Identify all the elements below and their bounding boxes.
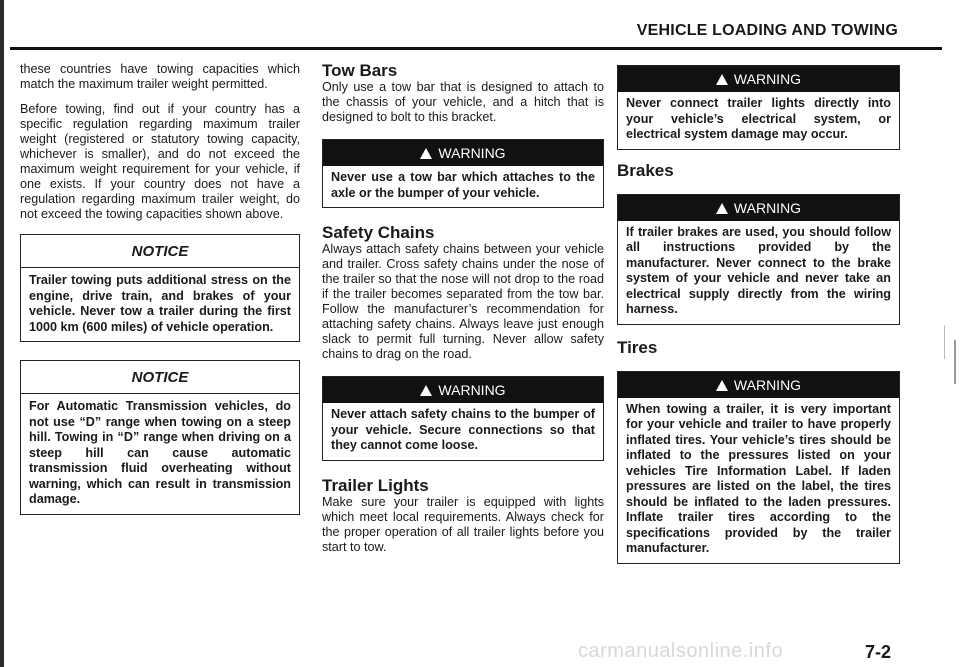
notice-title: NOTICE — [21, 235, 299, 268]
warning-text: If trailer brakes are used, you should follow all instructions provided by the manufacturer. Never connect to the brake system of your vehicle and never take an electrical supply directly from the wiring harness. — [626, 224, 891, 316]
warning-header — [323, 140, 603, 166]
warning-box — [617, 65, 900, 150]
notice-box — [20, 234, 300, 342]
paragraph: Before towing, find out if your country has a specific regulation regarding maximum trailer weight (registered or statutory towing capacity, whichever is smaller), and do not exceed the maximum weight requirement for your vehicle, if one exists. If your country does not have a regulation regarding maximum trailer weight, do not exceed the towing capacities shown above. — [20, 102, 300, 221]
notice-title: NOTICE — [21, 361, 299, 394]
heading-tires: Tires — [617, 337, 658, 357]
warning-box — [322, 376, 604, 461]
paragraph: Only use a tow bar that is designed to attach to the chassis of your vehicle, and a hitch that is designed to bolt to this bracket. — [322, 80, 604, 124]
column-left — [20, 62, 300, 533]
warning-label: WARNING — [438, 382, 506, 398]
warning-triangle-icon — [716, 380, 728, 391]
warning-text: When towing a trailer, it is very important for your vehicle and trailer to have properly inflated tires. Your vehicle’s tires should be inflated to the pressures listed on your vehicles Tire Information Label. If laden pressures are listed on the label, the tires should be inflated to the laden pressures. Inflate trailer tires according to the specifications provided by the trailer manufacturer. — [626, 401, 891, 555]
paragraph: Make sure your trailer is equipped with lights which meet local requirements. Always check for the proper operation of all trailer lights before you start to tow. — [322, 494, 604, 554]
warning-text: Never attach safety chains to the bumper of your vehicle. Secure connections so that they cannot come loose. — [331, 407, 595, 452]
warning-triangle-icon — [716, 203, 728, 214]
warning-header — [323, 377, 603, 403]
scan-mark — [954, 340, 956, 384]
warning-triangle-icon — [420, 385, 432, 396]
notice-text: Trailer towing puts additional stress on the engine, drive train, and brakes of your vehicle. Never tow a trailer during the first 1000 km (600 miles) of vehicle operation. — [29, 273, 291, 334]
page-binding-edge — [0, 0, 4, 667]
warning-header — [618, 372, 899, 398]
notice-text: For Automatic Transmission vehicles, do not use “D” range when towing on a steep hill. Towing in “D” range when driving on a steep hill can cause automatic transmission fluid overheating without warning, which can result in transmission damage. — [29, 399, 291, 506]
watermark-text: carmanualsonline.info — [578, 640, 784, 662]
paragraph: Always attach safety chains between your vehicle and trailer. Cross safety chains under the nose of the trailer so that the nose will not drop to the road if the trailer becomes separated from the tow bar. Follow the manufacturer’s recommendation for attaching safety chains. Always leave just enough slack to permit full turning. Never allow safety chains to drag on the road. — [322, 242, 604, 361]
warning-box — [617, 194, 900, 325]
warning-box — [322, 139, 604, 208]
page-header — [0, 0, 960, 52]
notice-box — [20, 360, 300, 515]
scan-mark — [944, 325, 945, 359]
heading-brakes: Brakes — [617, 160, 674, 180]
warning-text: Never use a tow bar which attaches to the axle or the bumper of your vehicle. — [331, 170, 595, 200]
warning-text: Never connect trailer lights directly into your vehicle’s electrical system, or electrical system damage may occur. — [626, 96, 891, 141]
heading-trailer-lights: Trailer Lights — [322, 475, 429, 495]
warning-label: WARNING — [733, 376, 802, 393]
column-right — [617, 65, 900, 564]
warning-header — [618, 195, 899, 221]
warning-label: WARNING — [733, 71, 802, 87]
warning-label: WARNING — [733, 199, 802, 216]
warning-triangle-icon — [420, 148, 432, 159]
heading-tow-bars: Tow Bars — [322, 61, 398, 80]
warning-header — [618, 66, 899, 92]
heading-safety-chains: Safety Chains — [322, 223, 435, 242]
page-number: 7-2 — [865, 642, 892, 662]
warning-box — [617, 371, 900, 564]
paragraph: these countries have towing capacities which match the maximum trailer weight permitted. — [20, 62, 300, 91]
column-middle — [322, 62, 604, 565]
header-rule — [10, 47, 942, 50]
section-title: VEHICLE LOADING AND TOWING — [636, 22, 898, 39]
warning-triangle-icon — [716, 74, 728, 85]
warning-label: WARNING — [438, 145, 506, 161]
